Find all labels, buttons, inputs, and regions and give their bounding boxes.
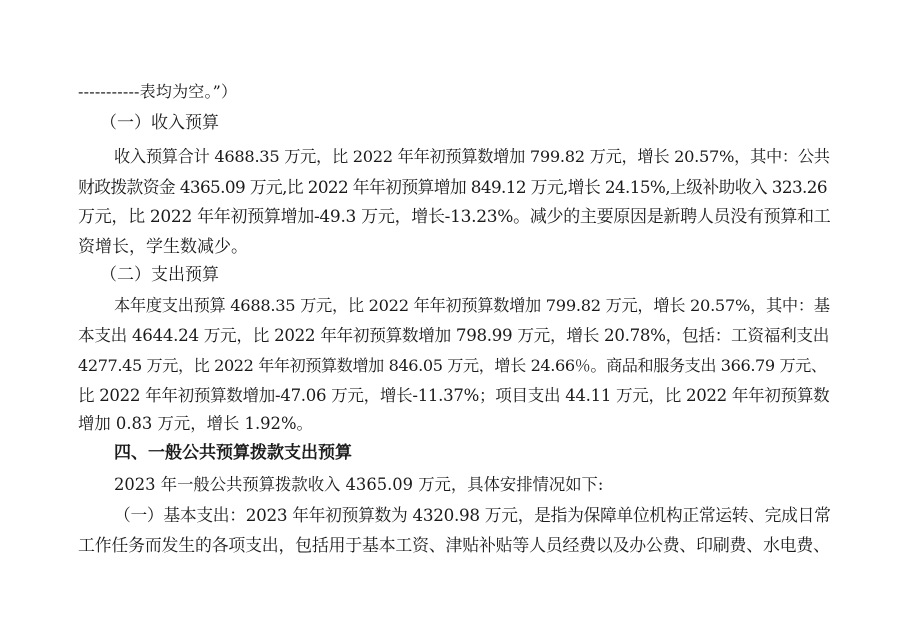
- text-line: 增加 0.83 万元，增长 1.92%。: [78, 414, 313, 433]
- text-line: -----------表均为空。”）: [78, 82, 238, 101]
- text-line: 万元，比 2022 年年初预算增加-49.3 万元，增长-13.23%。减少的主要原因是新聘人员没有预算和工: [78, 207, 830, 227]
- text-line: 工作任务而发生的各项支出，包括用于基本工资、津贴补贴等人员经费以及办公费、印刷费、水电费、: [78, 535, 830, 555]
- chapter-heading: 四、一般公共预算拨款支出预算: [114, 443, 352, 463]
- text-line: 本支出 4644.24 万元，比 2022 年年初预算数增加 798.99 万元，增长 20.78%，包括：工资福利支出: [78, 326, 830, 345]
- text-line: 本年度支出预算 4688.35 万元，比 2022 年年初预算数增加 799.82 万元，增长 20.57%，其中：基: [114, 296, 830, 315]
- section-heading: （一）收入预算: [100, 113, 219, 133]
- text-line: 收入预算合计 4688.35 万元，比 2022 年年初预算数增加 799.82 万元，增长 20.57%，其中：公共: [114, 147, 830, 166]
- section-heading: （二）支出预算: [100, 265, 219, 285]
- text-line: 比 2022 年年初预算数增加-47.06 万元，增长-11.37%；项目支出 44.11 万元，比 2022 年年初预算数: [78, 386, 830, 405]
- text-line: 2023 年一般公共预算拨款收入 4365.09 万元，具体安排情况如下:: [114, 475, 604, 494]
- text-line: 财政拨款资金 4365.09 万元,比 2022 年年初预算增加 849.12 万元,增长 24.15%,上级补助收入 323.26: [78, 177, 827, 197]
- text-line: 资增长，学生数减少。: [78, 237, 248, 257]
- text-line: （一）基本支出：2023 年年初预算数为 4320.98 万元，是指为保障单位机构正常运转、完成日常: [114, 505, 831, 525]
- text-line: 4277.45 万元，比 2022 年年初预算数增加 846.05 万元，增长 24.66％。商品和服务支出 366.79 万元、: [78, 356, 827, 375]
